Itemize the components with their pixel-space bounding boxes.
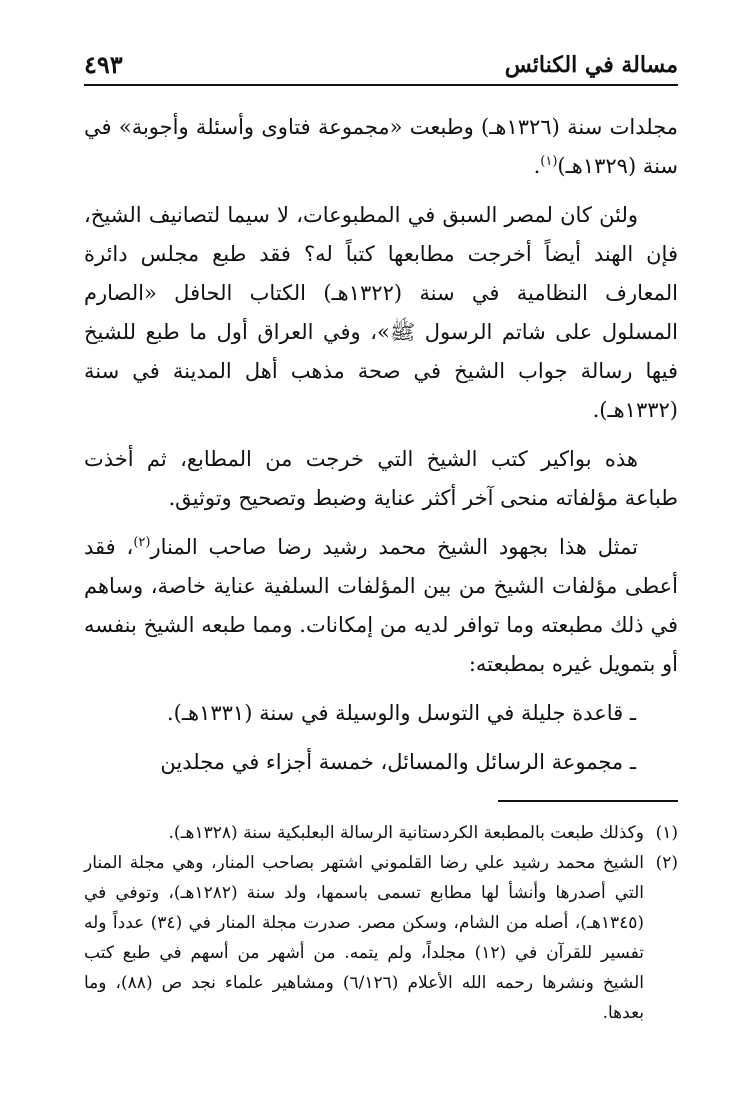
footnote-number: (١) <box>655 823 678 843</box>
footnote-text: الشيخ محمد رشيد علي رضا القلموني اشتهر بصاحب المنار، وهي مجلة المنار التي أصدرها وأنشأ لها مطابع تسمى باسمها، ولد سنة (١٢٨٢هـ)، وتوفي في (١٣٤٥هـ)، أصله من الشام، وسكن مصر. صدرت مجلة المنار في (٣٤) عدداً وله تفسير للقرآن في (١٢) مجلداً، ولم يتمه. من أشهر من أسهم في طبع كتب الشيخ ونشرها رحمه الله الأعلام (٦/١٢٦) ومشاهير علماء نجد ص (٨٨)، وما بعدها. <box>84 853 645 1023</box>
page-number: ٤٩٣ <box>84 50 123 79</box>
footnotes <box>84 818 678 1028</box>
paragraph-1 <box>84 108 678 186</box>
list-item: ـ مجموعة الرسائل والمسائل، خمسة أجزاء في مجلدين <box>160 750 636 774</box>
main-text <box>84 108 678 782</box>
footnote-text: وكذلك طبعت بالمطبعة الكردستانية الرسالة البعلبكية سنة (١٣٢٨هـ). <box>168 823 644 843</box>
footnote-2 <box>84 848 678 1028</box>
paragraph-2: ولئن كان لمصر السبق في المطبوعات، لا سيما لتصانيف الشيخ، فإن الهند أيضاً أخرجت مطابعها كتباً له؟ فقد طبع مجلس دائرة المعارف النظامية في سنة (١٣٢٢هـ) الكتاب الحافل «الصارم المسلول على شاتم الرسول ﷺ»، وفي العراق أول ما طبع للشيخ فيها رسالة جواب الشيخ في صحة مذهب أهل المدينة في سنة (١٣٣٢هـ). <box>84 203 678 422</box>
footnote-ref-1: (١) <box>540 154 558 169</box>
paragraph-1-end: . <box>533 154 541 178</box>
paragraph-1-text: مجلدات سنة (١٣٢٦هـ) وطبعت «مجموعة فتاوى وأسئلة وأجوبة» في سنة (١٣٢٩هـ) <box>84 115 678 178</box>
paragraph-3: هذه بواكير كتب الشيخ التي خرجت من المطابع، ثم أخذت طباعة مؤلفاته منحى آخر أكثر عناية وضبط وتصحيح وتوثيق. <box>84 447 678 510</box>
paragraph-4-rest: ، فقد أعطى مؤلفات الشيخ من بين المؤلفات السلفية عناية خاصة، وساهم في ذلك مطبعته وما توافر لديه من إمكانات. ومما طبعه الشيخ بنفسه أو بتمويل غيره بمطبعته: <box>84 535 678 676</box>
page-header <box>84 44 678 86</box>
paragraph-4 <box>84 528 678 684</box>
list-item: ـ قاعدة جليلة في التوسل والوسيلة في سنة (١٣٣١هـ). <box>166 701 636 725</box>
footnote-1 <box>84 818 678 848</box>
running-title: مسالة في الكنائس <box>504 52 678 78</box>
paragraph-4-start: تمثل هذا بجهود الشيخ محمد رشيد رضا صاحب المنار <box>150 535 639 559</box>
footnote-number: (٢) <box>655 853 678 873</box>
footnote-divider <box>498 800 678 802</box>
footnote-ref-2: (٢) <box>133 535 151 550</box>
